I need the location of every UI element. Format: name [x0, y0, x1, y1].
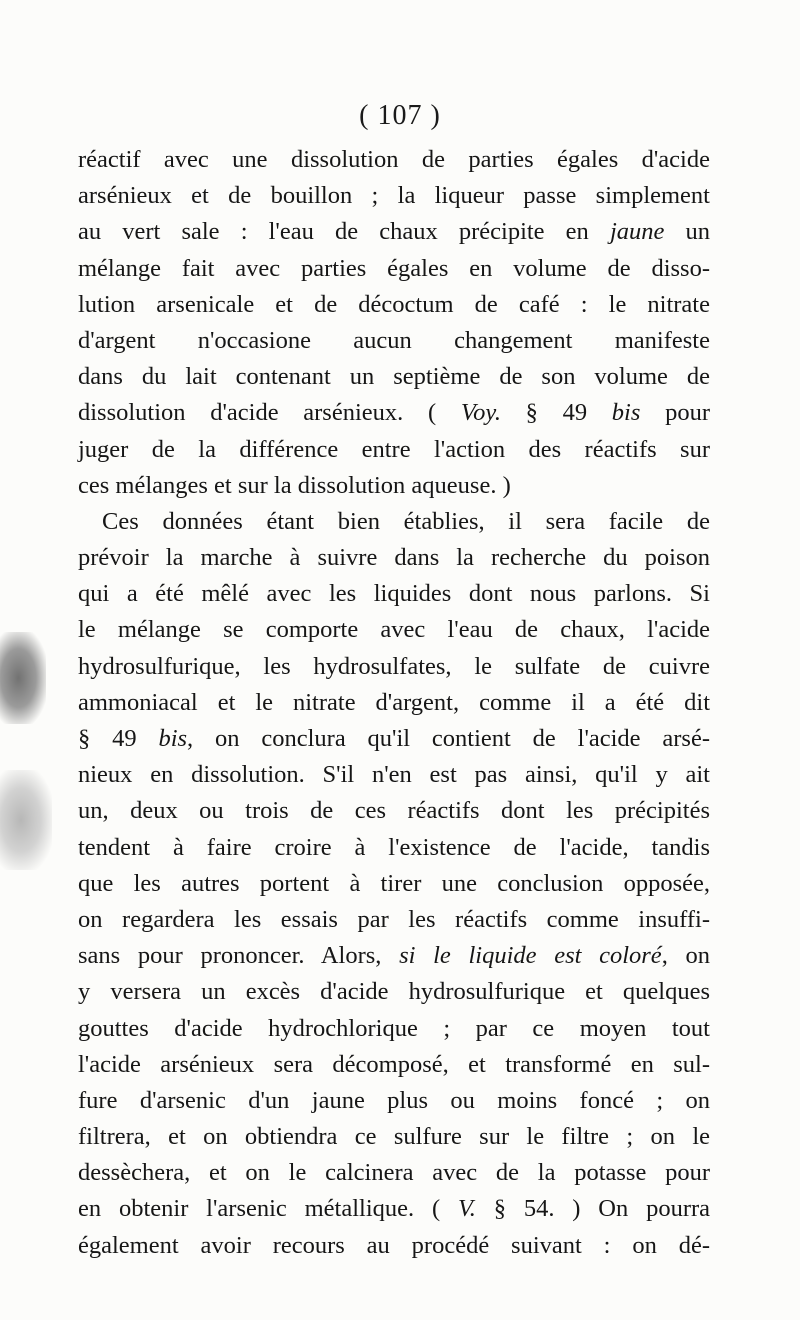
- text-line: qui a été mêlé avec les liquides dont nous parlons. Si: [78, 580, 710, 608]
- text-line: tendent à faire croire à l'existence de l'acide, tandis: [78, 833, 710, 861]
- text-line: dissolution d'acide arsénieux. ( Voy. § 49 bis pour: [78, 399, 710, 427]
- italic-text: bis: [158, 725, 188, 752]
- text-line: filtrera, et on obtiendra ce sulfure sur le filtre ; on le: [78, 1123, 710, 1151]
- text-line: que les autres portent à tirer une conclusion opposée,: [78, 869, 710, 897]
- text-line: mélange fait avec parties égales en volume de disso-: [78, 254, 710, 282]
- text-line: on regardera les essais par les réactifs comme insuffi-: [78, 905, 710, 933]
- page-number: ( 107 ): [359, 100, 441, 131]
- text-line: d'argent n'occasione aucun changement manifeste: [78, 326, 710, 354]
- italic-text: bis: [611, 399, 641, 427]
- text-line: nieux en dissolution. S'il n'en est pas ainsi, qu'il y ait: [78, 761, 710, 789]
- text-line: ammoniacal et le nitrate d'argent, comme il a été dit: [78, 688, 710, 716]
- text-line: juger de la différence entre l'action des réactifs sur: [78, 435, 710, 463]
- italic-text: si le liquide est coloré: [399, 942, 662, 970]
- text-line: au vert sale : l'eau de chaux précipite en jaune un: [78, 218, 711, 246]
- paper-stain: [0, 632, 46, 724]
- text-line: sans pour prononcer. Alors, si le liquide est coloré, on: [78, 942, 710, 970]
- text-line: dans du lait contenant un septième de son volume de: [78, 363, 710, 391]
- text-line: également avoir recours au procédé suivant : on dé-: [78, 1231, 710, 1259]
- text-line: y versera un excès d'acide hydrosulfurique et quelques: [78, 978, 710, 1006]
- text-line: gouttes d'acide hydrochlorique ; par ce moyen tout: [78, 1014, 710, 1042]
- body-text: [78, 142, 710, 1264]
- text-line: un, deux ou trois de ces réactifs dont les précipités: [78, 797, 710, 825]
- italic-text: Voy.: [460, 399, 501, 427]
- text-line: arsénieux et de bouillon ; la liqueur passe simplement: [78, 182, 710, 210]
- text-line: ces mélanges et sur la dissolution aqueuse. ): [78, 471, 511, 499]
- text-line: § 49 bis, on conclura qu'il contient de l'acide arsé-: [78, 725, 711, 752]
- text-line: dessèchera, et on le calcinera avec de la potasse pour: [78, 1159, 710, 1187]
- text-line: le mélange se comporte avec l'eau de chaux, l'acide: [78, 616, 710, 644]
- text-line: réactif avec une dissolution de parties égales d'acide: [78, 146, 710, 173]
- text-line: hydrosulfurique, les hydrosulfates, le sulfate de cuivre: [78, 652, 710, 680]
- italic-text: V.: [457, 1195, 476, 1223]
- text-line: prévoir la marche à suivre dans la recherche du poison: [78, 544, 710, 572]
- text-line: l'acide arsénieux sera décomposé, et transformé en sul-: [78, 1050, 710, 1078]
- text-line: fure d'arsenic d'un jaune plus ou moins foncé ; on: [78, 1086, 710, 1114]
- italic-text: jaune: [609, 218, 665, 246]
- paragraph-start: Ces données étant bien établies, il sera facile de: [102, 507, 710, 535]
- text-line: lution arsenicale et de décoctum de café : le nitrate: [78, 290, 710, 318]
- text-line: en obtenir l'arsenic métallique. ( V. § 54. ) On pourra: [78, 1195, 711, 1223]
- paper-stain: [0, 770, 52, 870]
